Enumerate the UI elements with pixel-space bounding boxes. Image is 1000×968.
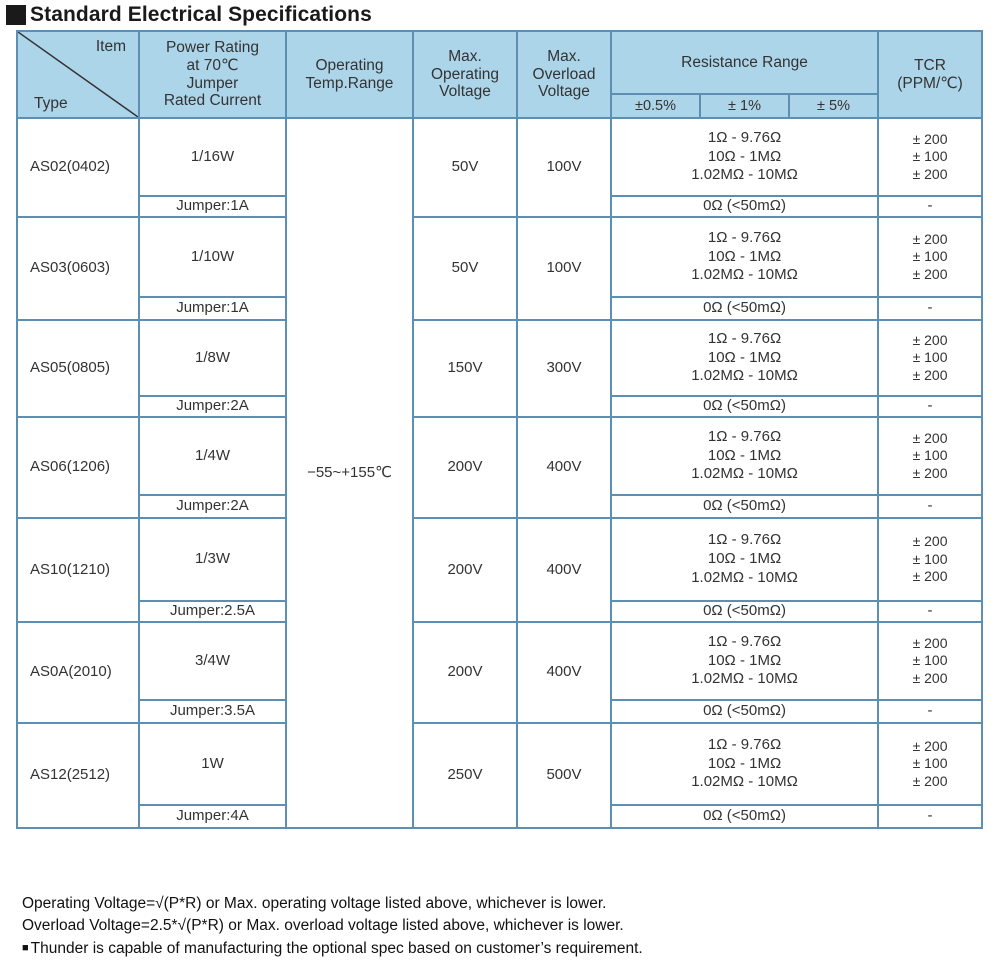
spec-table bbox=[16, 30, 983, 829]
resistance-range-cell: 1Ω - 9.76Ω 10Ω - 1MΩ 1.02MΩ - 10MΩ bbox=[611, 118, 878, 196]
power-rating-cell: 1/16W bbox=[139, 118, 286, 196]
item-label: Item bbox=[95, 38, 126, 55]
max-overload-voltage-cell: 400V bbox=[517, 417, 611, 518]
power-rating-cell: 1/3W bbox=[139, 518, 286, 601]
spec-row bbox=[17, 417, 982, 495]
type-cell: AS0A(2010) bbox=[17, 622, 139, 723]
note-optional-spec: ■ Thunder is capable of manufacturing the optional spec based on customer’s requirement. bbox=[22, 940, 643, 957]
type-cell: AS02(0402) bbox=[17, 118, 139, 217]
max-operating-voltage-cell: 250V bbox=[413, 723, 517, 828]
jumper-resistance-cell: 0Ω (<50mΩ) bbox=[611, 196, 878, 217]
max-operating-voltage-cell: 50V bbox=[413, 118, 517, 217]
temp-range-cell: −55~+155℃ bbox=[286, 118, 413, 828]
tcr-cell: ± 200 ± 100 ± 200 bbox=[878, 723, 982, 805]
tcr-cell: ± 200 ± 100 ± 200 bbox=[878, 518, 982, 601]
jumper-resistance-cell: 0Ω (<50mΩ) bbox=[611, 396, 878, 417]
jumper-current-cell: Jumper:1A bbox=[139, 196, 286, 217]
jumper-tcr-cell: - bbox=[878, 495, 982, 518]
jumper-current-cell: Jumper:2A bbox=[139, 396, 286, 417]
jumper-current-cell: Jumper:1A bbox=[139, 297, 286, 320]
type-cell: AS12(2512) bbox=[17, 723, 139, 828]
spec-row bbox=[17, 118, 982, 196]
jumper-resistance-cell: 0Ω (<50mΩ) bbox=[611, 495, 878, 518]
type-label: Type bbox=[34, 95, 68, 113]
power-rating-cell: 1/10W bbox=[139, 217, 286, 297]
type-cell: AS06(1206) bbox=[17, 417, 139, 518]
temp-range-header: Operating Temp.Range bbox=[286, 31, 413, 118]
tcr-cell: ± 200 ± 100 ± 200 bbox=[878, 622, 982, 700]
max-operating-voltage-cell: 200V bbox=[413, 417, 517, 518]
item-type-header bbox=[17, 31, 139, 118]
max-operating-voltage-header: Max. Operating Voltage bbox=[413, 31, 517, 118]
power-rating-cell: 1/8W bbox=[139, 320, 286, 396]
power-rating-header: Power Rating at 70℃ Jumper Rated Current bbox=[139, 31, 286, 118]
jumper-resistance-cell: 0Ω (<50mΩ) bbox=[611, 601, 878, 622]
tcr-cell: ± 200 ± 100 ± 200 bbox=[878, 417, 982, 495]
max-overload-voltage-cell: 400V bbox=[517, 622, 611, 723]
max-overload-voltage-header: Max. Overload Voltage bbox=[517, 31, 611, 118]
max-overload-voltage-cell: 100V bbox=[517, 217, 611, 320]
jumper-tcr-cell: - bbox=[878, 805, 982, 828]
max-operating-voltage-cell: 50V bbox=[413, 217, 517, 320]
power-rating-cell: 1W bbox=[139, 723, 286, 805]
jumper-tcr-cell: - bbox=[878, 396, 982, 417]
resistance-range-cell: 1Ω - 9.76Ω 10Ω - 1MΩ 1.02MΩ - 10MΩ bbox=[611, 723, 878, 805]
max-overload-voltage-cell: 100V bbox=[517, 118, 611, 217]
resistance-range-cell: 1Ω - 9.76Ω 10Ω - 1MΩ 1.02MΩ - 10MΩ bbox=[611, 417, 878, 495]
max-operating-voltage-cell: 200V bbox=[413, 622, 517, 723]
jumper-resistance-cell: 0Ω (<50mΩ) bbox=[611, 700, 878, 723]
resistance-range-cell: 1Ω - 9.76Ω 10Ω - 1MΩ 1.02MΩ - 10MΩ bbox=[611, 217, 878, 297]
resistance-range-cell: 1Ω - 9.76Ω 10Ω - 1MΩ 1.02MΩ - 10MΩ bbox=[611, 320, 878, 396]
page-title: Standard Electrical Specifications bbox=[30, 3, 372, 26]
tolerance-1-header: ± 1% bbox=[700, 94, 789, 118]
tcr-cell: ± 200 ± 100 ± 200 bbox=[878, 320, 982, 396]
spec-row bbox=[17, 723, 982, 805]
jumper-current-cell: Jumper:3.5A bbox=[139, 700, 286, 723]
jumper-tcr-cell: - bbox=[878, 297, 982, 320]
note-operating-voltage: Operating Voltage=√(P*R) or Max. operating voltage listed above, whichever is lower. bbox=[22, 895, 607, 912]
footnotes bbox=[22, 893, 643, 960]
tcr-cell: ± 200 ± 100 ± 200 bbox=[878, 217, 982, 297]
max-overload-voltage-cell: 300V bbox=[517, 320, 611, 417]
spec-table-body bbox=[17, 118, 982, 828]
tolerance-0-5-header: ±0.5% bbox=[611, 94, 700, 118]
max-operating-voltage-cell: 200V bbox=[413, 518, 517, 622]
resistance-range-cell: 1Ω - 9.76Ω 10Ω - 1MΩ 1.02MΩ - 10MΩ bbox=[611, 622, 878, 700]
type-cell: AS03(0603) bbox=[17, 217, 139, 320]
jumper-current-cell: Jumper:4A bbox=[139, 805, 286, 828]
section-heading bbox=[6, 2, 372, 28]
tcr-header: TCR (PPM/℃) bbox=[878, 31, 982, 118]
tolerance-5-header: ± 5% bbox=[789, 94, 878, 118]
spec-row bbox=[17, 217, 982, 297]
jumper-resistance-cell: 0Ω (<50mΩ) bbox=[611, 805, 878, 828]
power-rating-cell: 3/4W bbox=[139, 622, 286, 700]
note-overload-voltage: Overload Voltage=2.5*√(P*R) or Max. overload voltage listed above, whichever is lower. bbox=[22, 917, 624, 934]
jumper-resistance-cell: 0Ω (<50mΩ) bbox=[611, 297, 878, 320]
resistance-range-cell: 1Ω - 9.76Ω 10Ω - 1MΩ 1.02MΩ - 10MΩ bbox=[611, 518, 878, 601]
bullet-square-icon: ■ bbox=[22, 942, 29, 954]
type-cell: AS05(0805) bbox=[17, 320, 139, 417]
jumper-tcr-cell: - bbox=[878, 196, 982, 217]
spec-row bbox=[17, 622, 982, 700]
type-cell: AS10(1210) bbox=[17, 518, 139, 622]
max-operating-voltage-cell: 150V bbox=[413, 320, 517, 417]
jumper-tcr-cell: - bbox=[878, 700, 982, 723]
max-overload-voltage-cell: 400V bbox=[517, 518, 611, 622]
spec-row bbox=[17, 518, 982, 601]
jumper-current-cell: Jumper:2.5A bbox=[139, 601, 286, 622]
max-overload-voltage-cell: 500V bbox=[517, 723, 611, 828]
resistance-range-header: Resistance Range bbox=[611, 31, 878, 94]
tcr-cell: ± 200 ± 100 ± 200 bbox=[878, 118, 982, 196]
jumper-current-cell: Jumper:2A bbox=[139, 495, 286, 518]
spec-row bbox=[17, 320, 982, 396]
heading-square-icon bbox=[6, 5, 26, 25]
jumper-tcr-cell: - bbox=[878, 601, 982, 622]
power-rating-cell: 1/4W bbox=[139, 417, 286, 495]
